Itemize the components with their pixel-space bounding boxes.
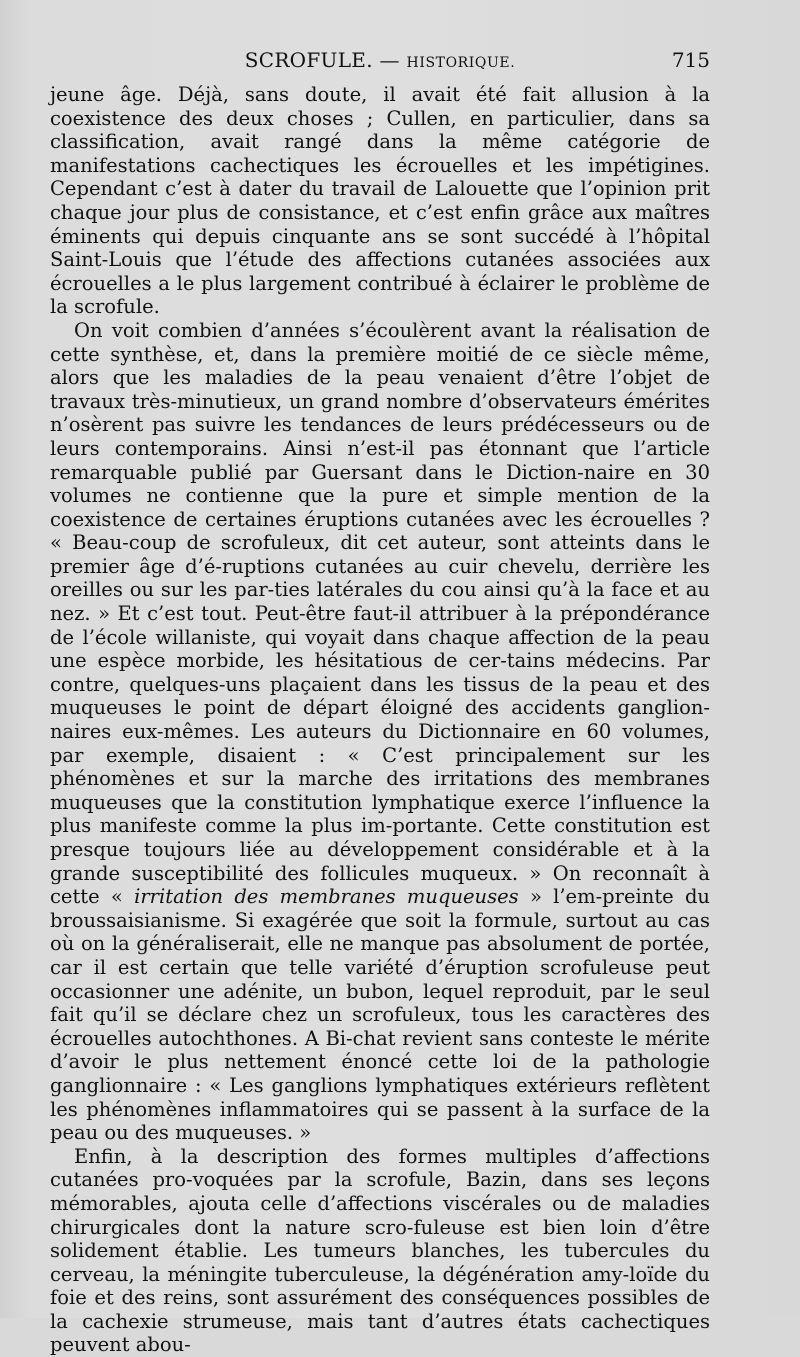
running-title — [50, 48, 710, 72]
paragraph-2 — [50, 319, 710, 1145]
body-text — [50, 83, 710, 1357]
page-number: 715 — [671, 48, 710, 72]
header-subtitle: HISTORIQUE. — [406, 55, 516, 71]
header-title: SCROFULE. — [244, 48, 373, 72]
paragraph-3: Enfin, à la description des formes multiples d’affections cutanées pro-voquées par la scrofule, Bazin, dans ses leçons mémorables, ajouta celle d’affections viscérales ou de maladies chirurgicales dont la nature scro-fuleuse est bien loin d’être solidement établie. Les tumeurs blanches, les tubercules du cerveau, la méningite tuberculeuse, la dégénération amy-loïde du foie et des reins, sont assurément des conséquences possibles de la cachexie strumeuse, mais tant d’autres états cachectiques peuvent abou- — [50, 1144, 710, 1357]
page-header — [50, 48, 710, 76]
paragraph-2-after: » l’em-preinte du broussaisianisme. Si exagérée que soit la formule, surtout au cas où on la généraliserait, elle ne manque pas absolument de portée, car il est certain que telle variété d’éruption scrofuleuse peut occasionner une adénite, un bubon, lequel reproduit, par le seul fait qu’il se déclare chez un scrofuleux, tous les caractères des écrouelles autochthones. A Bi-chat revient sans conteste le mérite d’avoir le plus nettement énoncé cette loi de la pathologie ganglionnaire : « Les ganglions lymphatiques extérieurs reflètent les phénomènes inflammatoires qui se passent à la surface de la peau ou des muqueuses. » — [50, 885, 710, 1145]
paragraph-2-italic: irritation des membranes muqueuses — [134, 885, 519, 909]
paragraph-2-before: On voit combien d’années s’écoulèrent avant la réalisation de cette synthèse, et, dans la première moitié de ce siècle même, alors que les maladies de la peau venaient d’être l’objet de travaux très-minutieux, un grand nombre d’observateurs émérites n’osèrent pas suivre les tendances de leurs prédécesseurs ou de leurs contemporains. Ainsi n’est-il pas étonnant que l’article remarquable publié par Guersant dans le Diction-naire en 30 volumes ne contienne que la pure et simple mention de la coexistence de certaines éruptions cutanées avec les écrouelles ? « Beau-coup de scrofuleux, dit cet auteur, sont atteints dans le premier âge d’é-ruptions cutanées au cuir chevelu, derrière les oreilles ou sur les par-ties latérales du cou ainsi qu’à la face et au nez. » Et c’est tout. Peut-être faut-il attribuer à la prépondérance de l’école willaniste, qui voyait dans chaque affection de la peau une espèce morbide, les hésitatious de cer-tains médecins. Par contre, quelques-uns plaçaient dans les tissus de la peau et des muqueuses le point de départ éloigné des accidents ganglion-naires eux-mêmes. Les auteurs du Dictionnaire en 60 volumes, par exemple, disaient : « C’est principalement sur les phénomènes et sur la marche des irritations des membranes muqueuses que la constitution lymphatique exerce l’influence la plus manifeste comme la plus im-portante. Cette constitution est presque toujours liée au développement considérable et à la grande susceptibilité des follicules muqueux. » On reconnaît à cette « — [50, 318, 710, 909]
paragraph-1: jeune âge. Déjà, sans doute, il avait été fait allusion à la coexistence des deux choses ; Cullen, en particulier, dans sa classification, avait rangé dans la même catégorie de manifestations cachectiques les écrouelles et les impétigines. Cependant c’est à dater du travail de Lalouette que l’opinion prit chaque jour plus de consistance, et c’est enfin grâce aux maîtres éminents qui depuis cinquante ans se sont succédé à l’hôpital Saint-Louis que l’étude des affections cutanées associées aux écrouelles a le plus largement contribué à éclairer le problème de la scrofule. — [50, 83, 710, 319]
header-separator: — — [379, 48, 400, 72]
